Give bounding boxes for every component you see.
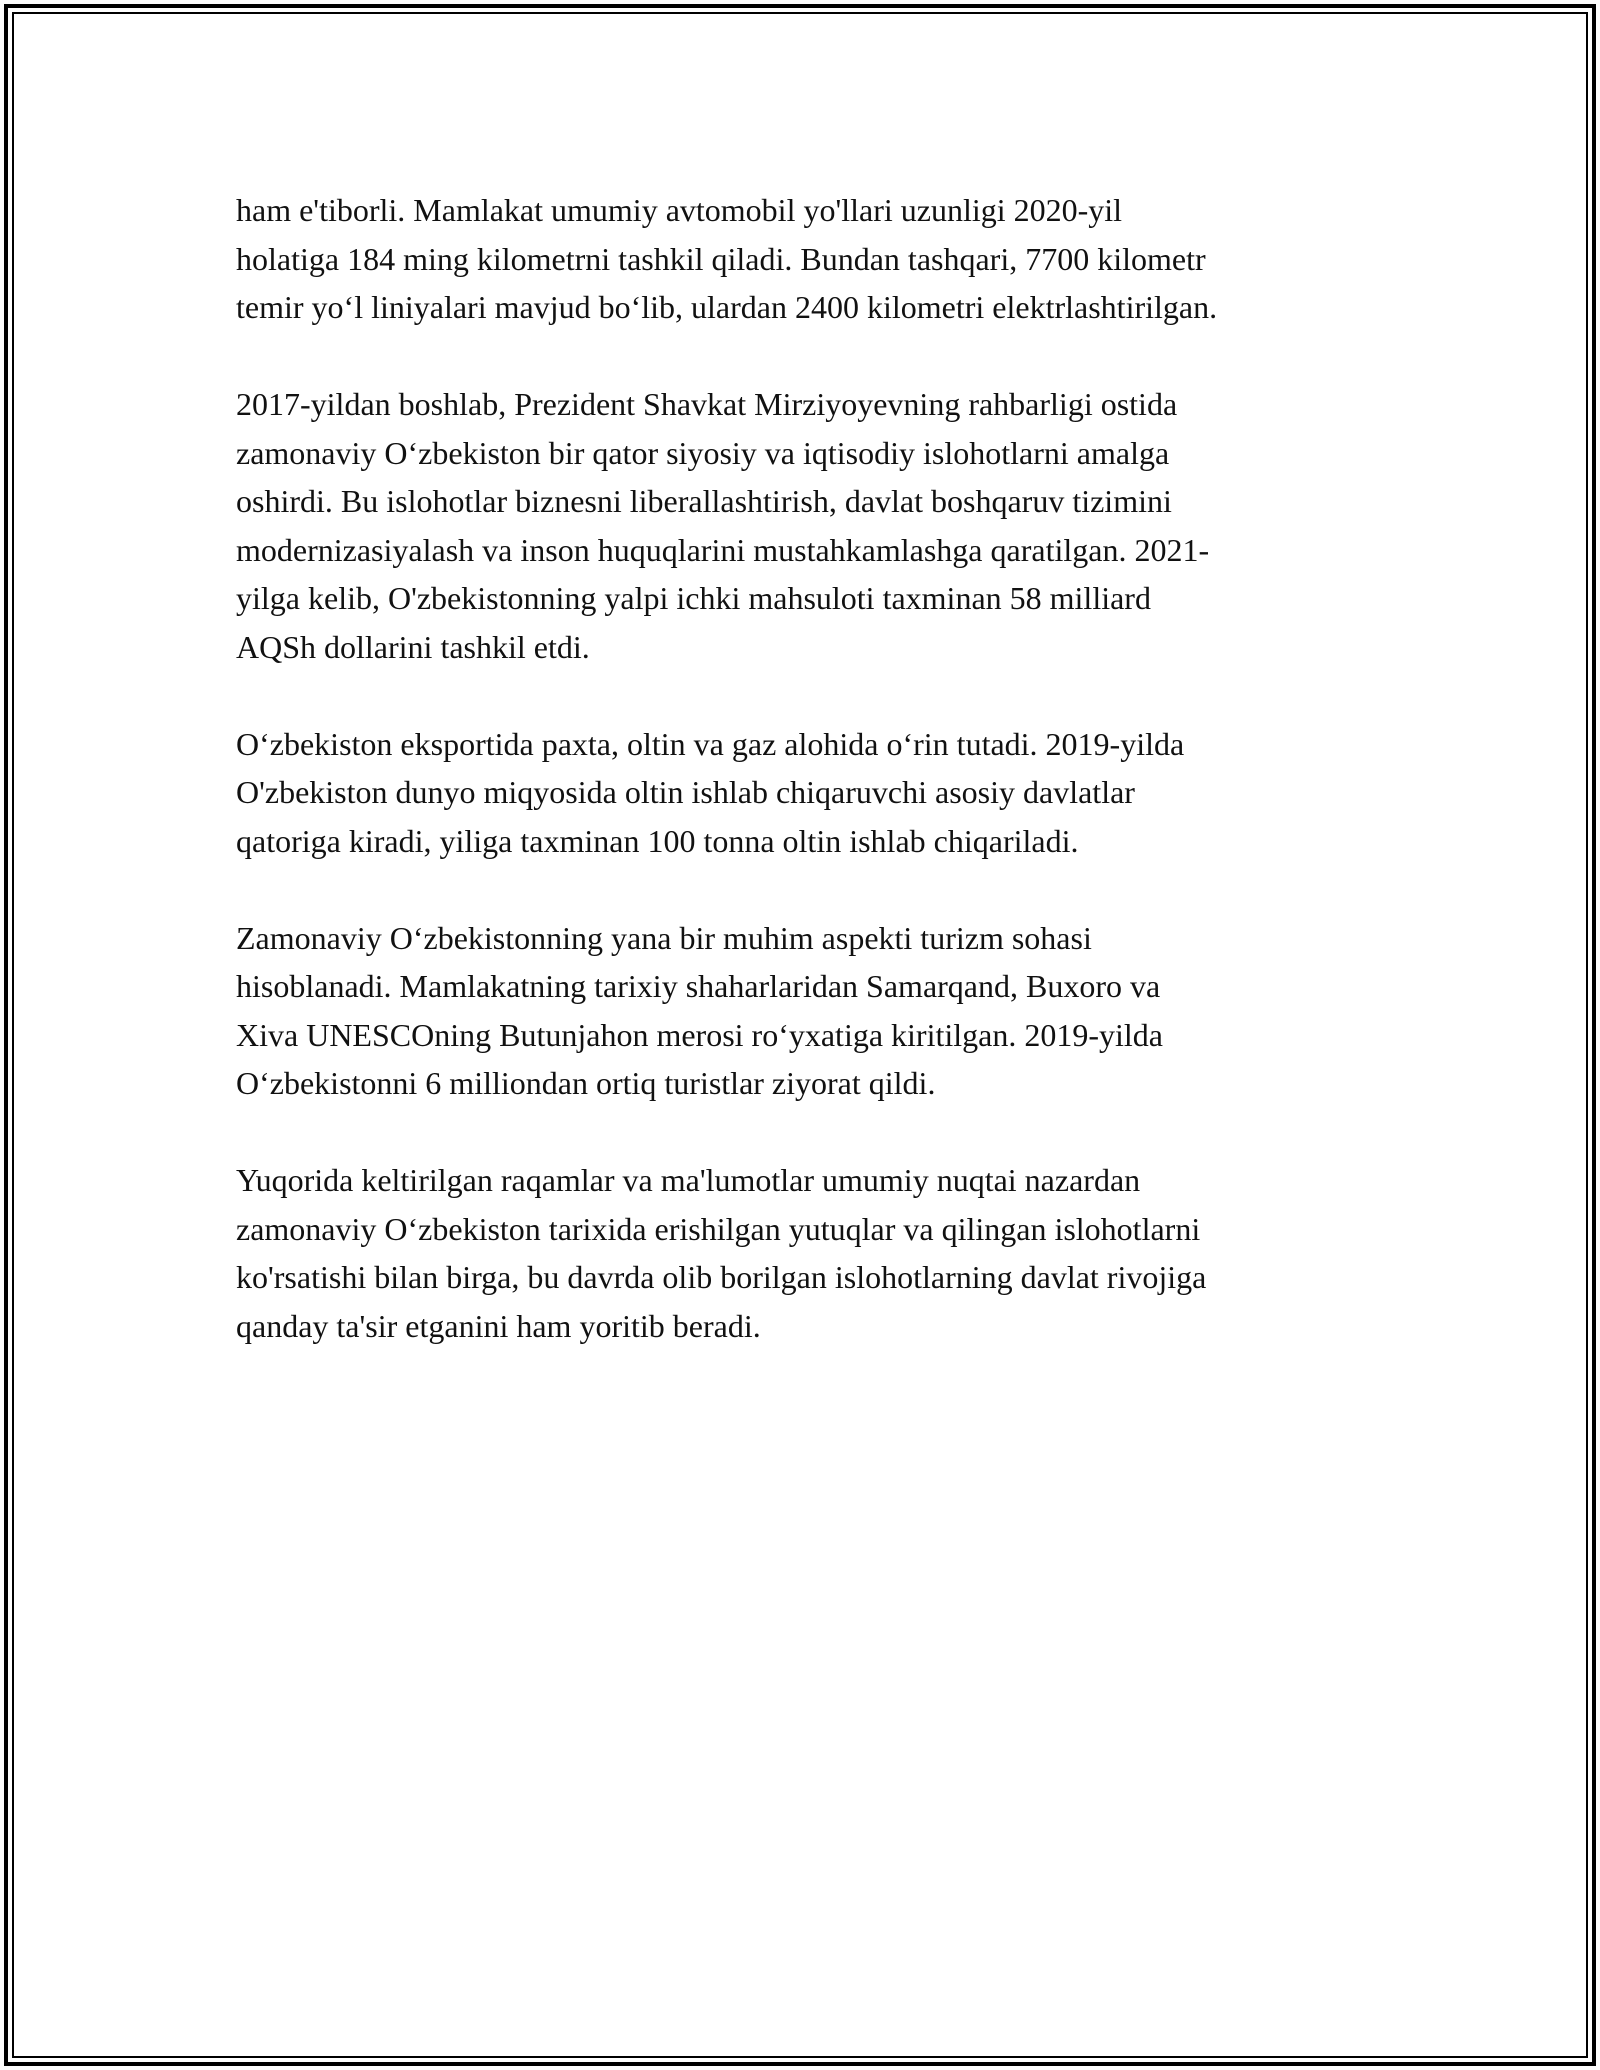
paragraph-reforms: 2017-yildan boshlab, Prezident Shavkat Mirziyoyevning rahbarligi ostida zamonaviy O‘zbekiston bir qator siyosiy va iqtisodiy islohotlarni amalga oshirdi. Bu islohotlar biznesni liberallashtirish, davlat boshqaruv tizimini modernizasiyalash va inson huquqlarini mustahkamlashga qaratilgan. 2021- yilga kelib, O'zbekistonning yalpi ichki mahsuloti taxminan 58 milliard AQSh dollarini tashkil etdi.: [236, 386, 1210, 665]
paragraph-exports: O‘zbekiston eksportida paxta, oltin va gaz alohida o‘rin tutadi. 2019-yilda O'zbekiston dunyo miqyosida oltin ishlab chiqaruvchi asosiy davlatlar qatoriga kiradi, yiliga taxminan 100 tonna oltin ishlab chiqariladi.: [236, 725, 1185, 859]
paragraph-roads: ham e'tiborli. Mamlakat umumiy avtomobil yo'llari uzunligi 2020-yil holatiga 184 ming kilometrni tashkil qiladi. Bundan tashqari, 7700 kilometr temir yo‘l liniyalari mavjud bo‘lib, ulardan 2400 kilometri elektrlashtirilgan.: [236, 192, 1218, 325]
document-body: [236, 186, 1366, 1399]
paragraph-tourism: Zamonaviy O‘zbekistonning yana bir muhim aspekti turizm sohasi hisoblanadi. Mamlakatning tarixiy shaharlaridan Samarqand, Buxoro va Xiva UNESCOning Butunjahon merosi ro‘yxatiga kiritilgan. 2019-yilda O‘zbekistonni 6 milliondan ortiq turistlar ziyorat qildi.: [236, 919, 1163, 1101]
paragraph-conclusion: Yuqorida keltirilgan raqamlar va ma'lumotlar umumiy nuqtai nazardan zamonaviy O‘zbekiston tarixida erishilgan yutuqlar va qilingan islohotlarni ko'rsatishi bilan birga, bu davrda olib borilgan islohotlarning davlat rivojiga qanday ta'sir etganini ham yoritib beradi.: [236, 1162, 1207, 1344]
